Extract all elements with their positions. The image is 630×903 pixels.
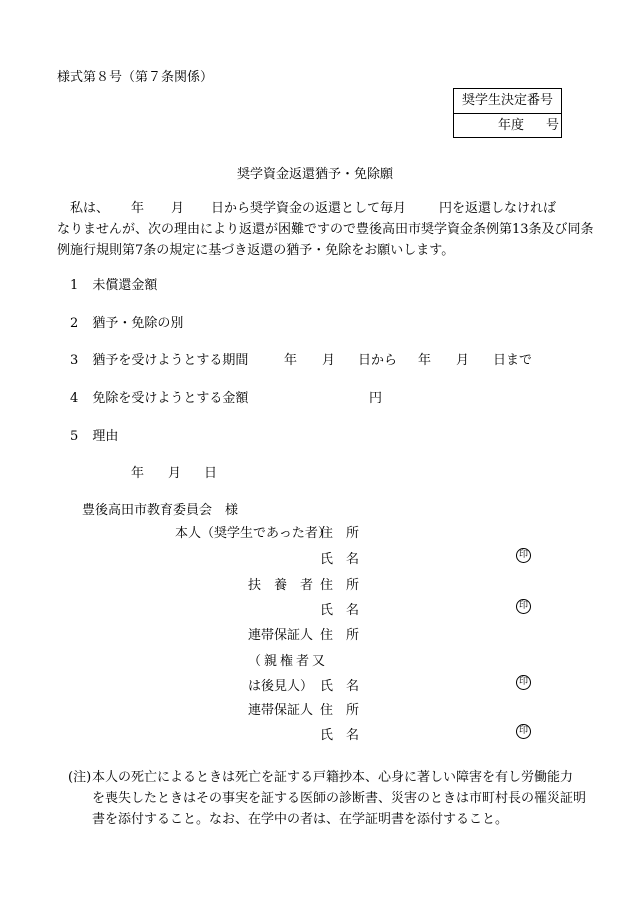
supporter-seal: 印	[516, 599, 531, 614]
item-4	[70, 387, 248, 406]
item-3-number: 3	[70, 353, 79, 368]
document-title: 奨学資金返還猶予・免除願	[236, 167, 393, 182]
guarantor2-address-label: 住 所	[320, 703, 360, 718]
guarantor2-name-label: 氏 名	[320, 728, 360, 743]
body-line1-a: 私は、	[70, 201, 110, 216]
date-month: 月	[168, 466, 182, 481]
form-number: 様式第８号（第７条関係）	[57, 70, 214, 85]
item-1	[70, 274, 157, 293]
item-4-unit: 円	[369, 391, 383, 406]
guarantor2-seal: 印	[516, 724, 531, 739]
supporter-name-label: 氏 名	[320, 603, 360, 618]
body-line3: 例施行規則第7条の規定に基づき返還の猶予・免除をお願いします。	[57, 243, 455, 258]
body-line1-year: 年	[131, 201, 145, 216]
item-3-label: 猶予を受けようとする期間	[92, 353, 249, 368]
body-line1-month: 月	[171, 201, 185, 216]
number-label: 号	[546, 118, 560, 133]
student-number-header: 奨学生決定番号	[454, 89, 561, 114]
item-1-number: 1	[70, 278, 79, 293]
body-line1-b: 日から奨学資金の返還として毎月	[211, 201, 407, 216]
guarantor1-role: 連帯保証人	[248, 628, 314, 643]
item-4-label: 免除を受けようとする金額	[92, 391, 249, 406]
self-address-label: 住 所	[320, 526, 360, 541]
item-3-month1: 月	[322, 353, 336, 368]
item-4-number: 4	[70, 391, 79, 406]
item-3-year2: 年	[418, 353, 432, 368]
student-number-box	[453, 88, 562, 138]
guardian-line1: （親権者又	[248, 654, 329, 669]
guarantor2-role: 連帯保証人	[248, 703, 314, 718]
addressee: 豊後高田市教育委員会 様	[82, 503, 239, 518]
item-3-day2: 日まで	[493, 353, 533, 368]
item-5	[70, 425, 118, 444]
note-line2: を喪失したときはその事実を証する医師の診断書、災害のときは市町村長の罹災証明	[92, 791, 587, 806]
item-5-number: 5	[70, 429, 79, 444]
supporter-address-label: 住 所	[320, 578, 360, 593]
self-seal: 印	[516, 548, 531, 563]
item-3-day1: 日から	[358, 353, 398, 368]
guardian-line2: は後見人）	[248, 679, 314, 694]
item-5-label: 理由	[92, 429, 119, 444]
body-line2: なりませんが、次の理由により返還が困難ですので豊後高田市奨学資金条例第13条及び同条	[57, 222, 594, 237]
guarantor1-seal: 印	[516, 675, 531, 690]
item-2	[70, 312, 183, 331]
self-role: 本人（奨学生であった者）	[175, 526, 331, 541]
date-year: 年	[131, 466, 145, 481]
student-number-field[interactable]	[454, 114, 561, 138]
item-1-label: 未償還金額	[92, 278, 158, 293]
note-line3: 書を添付すること。なお、在学中の者は、在学証明書を添付すること。	[92, 812, 509, 827]
item-2-number: 2	[70, 316, 79, 331]
note-line1: 本人の死亡によるときは死亡を証する戸籍抄本、心身に著しい障害を有し労働能力	[92, 770, 574, 785]
supporter-role: 扶 養 者	[248, 578, 314, 593]
self-name-label: 氏 名	[320, 552, 360, 567]
date-day: 日	[204, 466, 218, 481]
item-3-month2: 月	[456, 353, 470, 368]
year-label: 年度	[498, 118, 525, 133]
item-2-label: 猶予・免除の別	[92, 316, 184, 331]
body-line1-c: 円を返還しなければ	[439, 201, 557, 216]
guarantor1-address-label: 住 所	[320, 628, 360, 643]
item-3	[70, 349, 248, 368]
guarantor1-name-label: 氏 名	[320, 679, 360, 694]
note-label: (注)	[68, 770, 92, 785]
item-3-year1: 年	[284, 353, 298, 368]
